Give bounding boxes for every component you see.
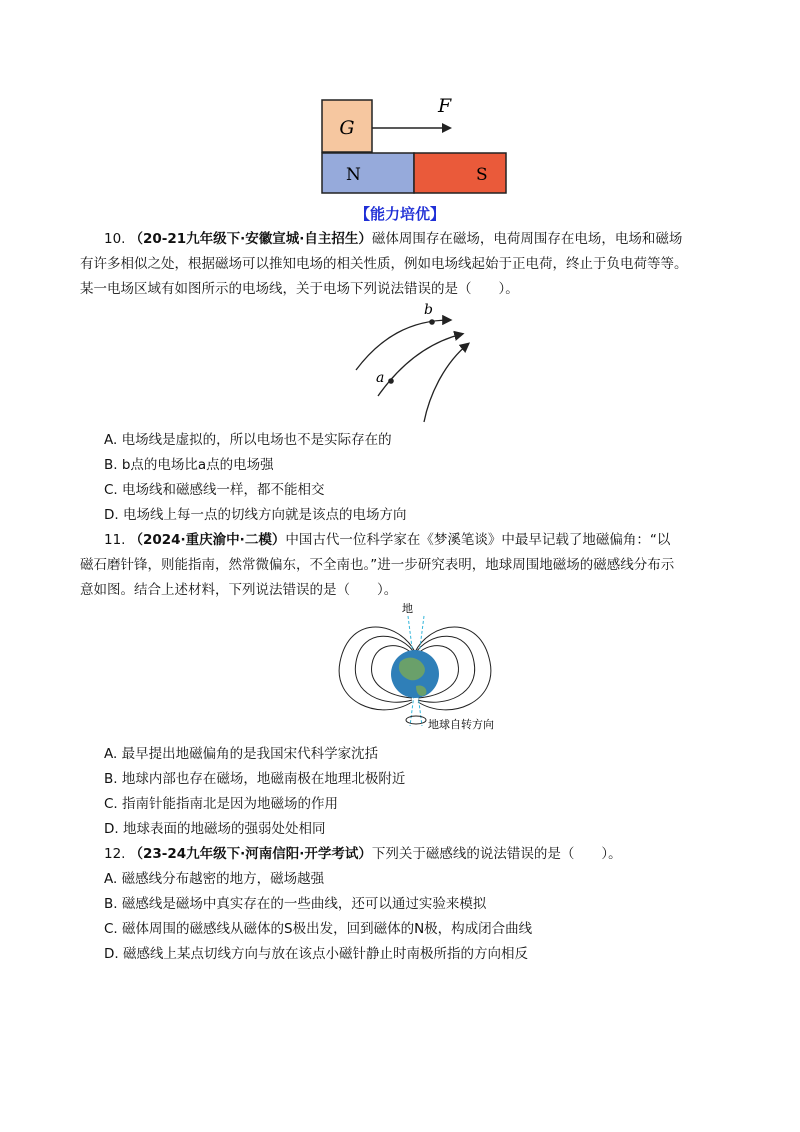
q10-source: （20-21九年级下·安徽宣城·自主招生） (129, 231, 372, 247)
q10-stem-2: 有许多相似之处，根据磁场可以推知电场的相关性质，例如电场线起始于正电荷，终止于负电荷等等。 (80, 256, 688, 272)
q12-options (104, 867, 724, 967)
q11-options (104, 742, 724, 842)
q11-number: 11. (104, 532, 126, 548)
point-a-dot (388, 378, 394, 384)
q10-line1 (104, 227, 724, 252)
question-10 (80, 227, 724, 302)
q11-option-d: D. 地球表面的地磁场的强弱处处相同 (104, 821, 326, 837)
q10-option-d: D. 电场线上每一点的切线方向就是该点的电场方向 (104, 507, 407, 523)
magnet-north (322, 153, 414, 193)
q12-stem-1: 下列关于磁感线的说法错误的是（ ）。 (371, 846, 622, 862)
q12-option-b: B. 磁感线是磁场中真实存在的一些曲线，还可以通过实验来模拟 (104, 896, 487, 912)
q10-number: 10. (104, 231, 126, 247)
question-11 (80, 528, 724, 603)
q10-stem-1: 磁体周围存在磁场，电荷周围存在电场，电场和磁场 (371, 231, 683, 247)
q10-option-c: C. 电场线和磁感线一样，都不能相交 (104, 482, 325, 498)
q12-source: （23-24九年级下·河南信阳·开学考试） (129, 846, 372, 862)
rotation-label: 地球自转方向 (428, 718, 494, 731)
q11-option-a: A. 最早提出地磁偏角的是我国宋代科学家沈括 (104, 746, 379, 762)
earth-magnetic-field-figure (330, 602, 500, 734)
q11-option-b: B. 地球内部也存在磁场，地磁南极在地理北极附近 (104, 771, 406, 787)
q12-line1 (104, 842, 724, 867)
q12-number: 12. (104, 846, 126, 862)
section-title: 【能力培优】 (354, 205, 445, 223)
earth-top-label: 地 (402, 602, 413, 615)
electric-field-figure (350, 298, 480, 426)
q10-options (104, 428, 724, 528)
question-12 (104, 842, 724, 867)
point-a-label: a (376, 370, 385, 386)
q10-stem-3: 某一电场区域有如图所示的电场线，关于电场下列说法错误的是（ ）。 (80, 281, 519, 297)
magnet-figure (318, 92, 512, 200)
q12-option-c: C. 磁体周围的磁感线从磁体的S极出发，回到磁体的N极，构成闭合曲线 (104, 921, 533, 937)
q11-stem-2: 磁石磨针锋，则能指南，然常微偏东，不全南也。”进一步研究表明，地球周围地磁场的磁感线分布示 (80, 557, 675, 573)
q10-option-b: B. b点的电场比a点的电场强 (104, 457, 274, 473)
q10-option-a: A. 电场线是虚拟的，所以电场也不是实际存在的 (104, 432, 392, 448)
point-b-label: b (424, 302, 433, 318)
q11-line1 (104, 528, 724, 553)
field-line-2 (378, 334, 462, 396)
north-label: N (346, 165, 361, 185)
rotation-ellipse (406, 716, 426, 724)
q11-stem-1: 中国古代一位科学家在《梦溪笔谈》中最早记载了地磁偏角：“以 (285, 532, 671, 548)
q12-option-a: A. 磁感线分布越密的地方，磁场越强 (104, 871, 325, 887)
q12-option-d: D. 磁感线上某点切线方向与放在该点小磁针静止时南极所指的方向相反 (104, 946, 528, 962)
q11-stem-3: 意如图。结合上述材料，下列说法错误的是（ ）。 (80, 582, 398, 598)
q11-source: （2024·重庆渝中·二模） (129, 532, 286, 548)
q11-option-c: C. 指南针能指南北是因为地磁场的作用 (104, 796, 339, 812)
south-label: S (476, 165, 488, 185)
block-g-label: G (339, 117, 355, 139)
field-line-1 (356, 320, 450, 370)
force-arrowhead (442, 123, 452, 133)
point-b-dot (429, 319, 435, 325)
force-label: F (438, 95, 452, 117)
field-line-3 (424, 344, 468, 422)
magnet-south (414, 153, 506, 193)
